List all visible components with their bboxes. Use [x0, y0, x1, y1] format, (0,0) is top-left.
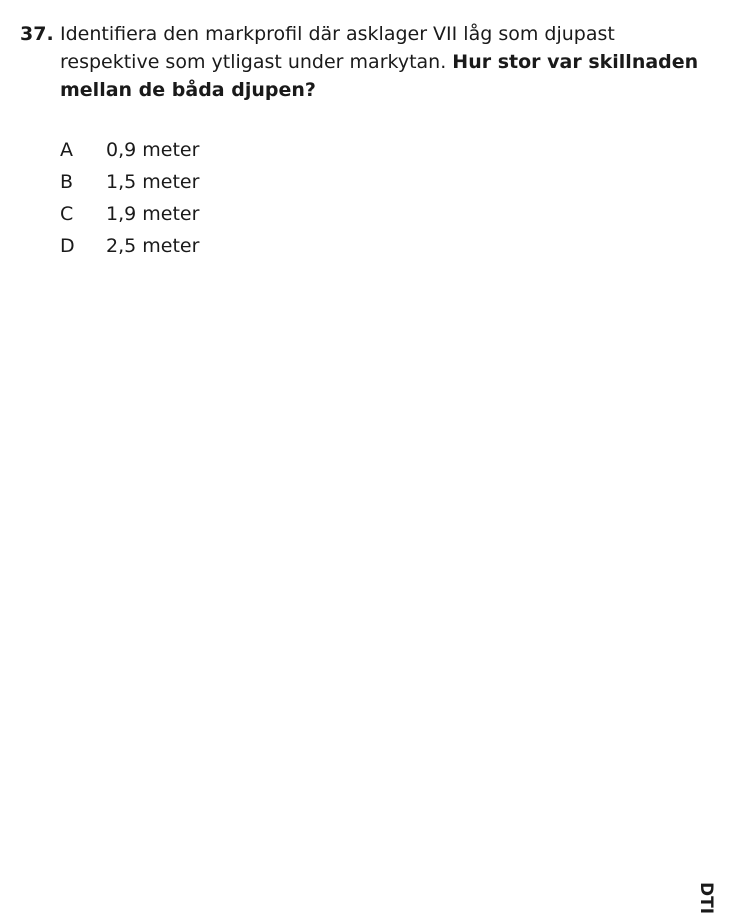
answer-option-b — [60, 168, 360, 200]
answer-options — [60, 136, 360, 264]
answer-option-a — [60, 136, 360, 168]
page-code: DTI — [696, 882, 716, 914]
answer-text: 0,9 meter — [106, 139, 200, 161]
answer-letter: A — [60, 139, 73, 161]
answer-text: 2,5 meter — [106, 235, 200, 257]
answer-text: 1,9 meter — [106, 203, 200, 225]
answer-option-d — [60, 232, 360, 264]
question-text-bold: Hur stor var skillnaden mellan de båda djupen? — [60, 51, 699, 101]
answer-option-c — [60, 200, 360, 232]
question-text — [60, 20, 710, 104]
answer-letter: D — [60, 235, 75, 257]
answer-letter: B — [60, 171, 74, 193]
answer-text: 1,5 meter — [106, 171, 200, 193]
question-text-regular: Identifiera den markprofil där asklager VII låg som djupast respektive som ytligast under markytan. — [60, 23, 615, 73]
question-number: 37. — [20, 23, 54, 45]
answer-letter: C — [60, 203, 74, 225]
